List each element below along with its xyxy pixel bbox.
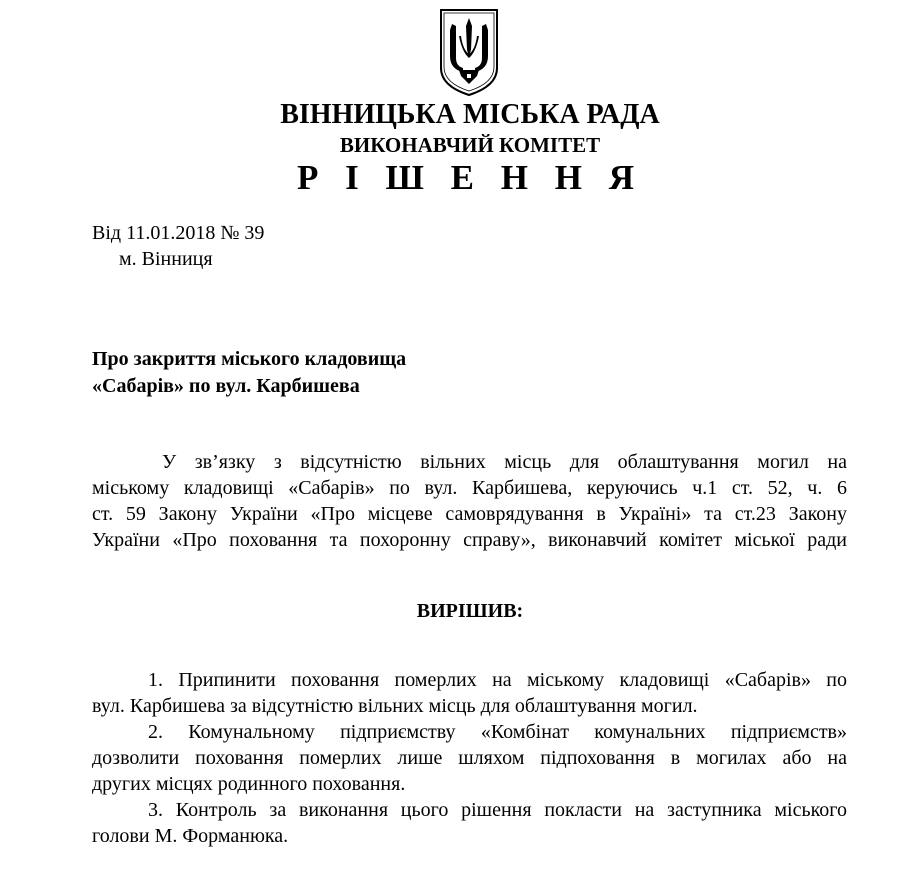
- decision-subject: [92, 346, 406, 400]
- subject-line: «Сабарів» по вул. Карбишева: [92, 375, 360, 397]
- resolved-heading: ВИРІШИВ:: [416, 600, 524, 622]
- item-2-line: 2. Комунальному підприємству «Комбінат комунальних підприємств»: [148, 721, 847, 743]
- date-and-number: Від 11.01.2018 № 39: [92, 222, 265, 244]
- item-2-line: других місцях родинного поховання.: [92, 773, 406, 795]
- tryzub-coat-of-arms-icon: [437, 6, 501, 98]
- item-1-line: 1. Припинити поховання померлих на міському кладовищі «Сабарів» по: [148, 669, 847, 691]
- subject-line: Про закриття міського кладовища: [92, 348, 407, 370]
- item-3-line: голови М. Форманюка.: [92, 825, 289, 847]
- intro-line: У зв’язку з відсутністю вільних місць для облаштування могил на: [162, 451, 847, 473]
- council-title: ВІННИЦЬКА МІСЬКА РАДА: [280, 99, 660, 130]
- intro-line: міському кладовищі «Сабарів» по вул. Карбишева, керуючись ч.1 ст. 52, ч. 6: [92, 477, 847, 499]
- committee-title: ВИКОНАВЧИЙ КОМІТЕТ: [339, 133, 601, 157]
- city-name: м. Вінниця: [119, 248, 213, 270]
- intro-line: ст. 59 Закону України «Про місцеве самоврядування в Україні» та ст.23 Закону: [92, 503, 847, 525]
- item-2-line: дозволити поховання померлих лише шляхом підпоховання в могилах або на: [92, 747, 847, 769]
- item-1-line: вул. Карбишева за відсутністю вільних місць для облаштування могил.: [92, 695, 698, 717]
- document-type-title: Р І Ш Е Н Н Я: [296, 158, 643, 197]
- intro-line: України «Про поховання та похоронну справу», виконавчий комітет міської ради: [92, 529, 847, 551]
- item-3-line: 3. Контроль за виконання цього рішення покласти на заступника міського: [148, 799, 847, 821]
